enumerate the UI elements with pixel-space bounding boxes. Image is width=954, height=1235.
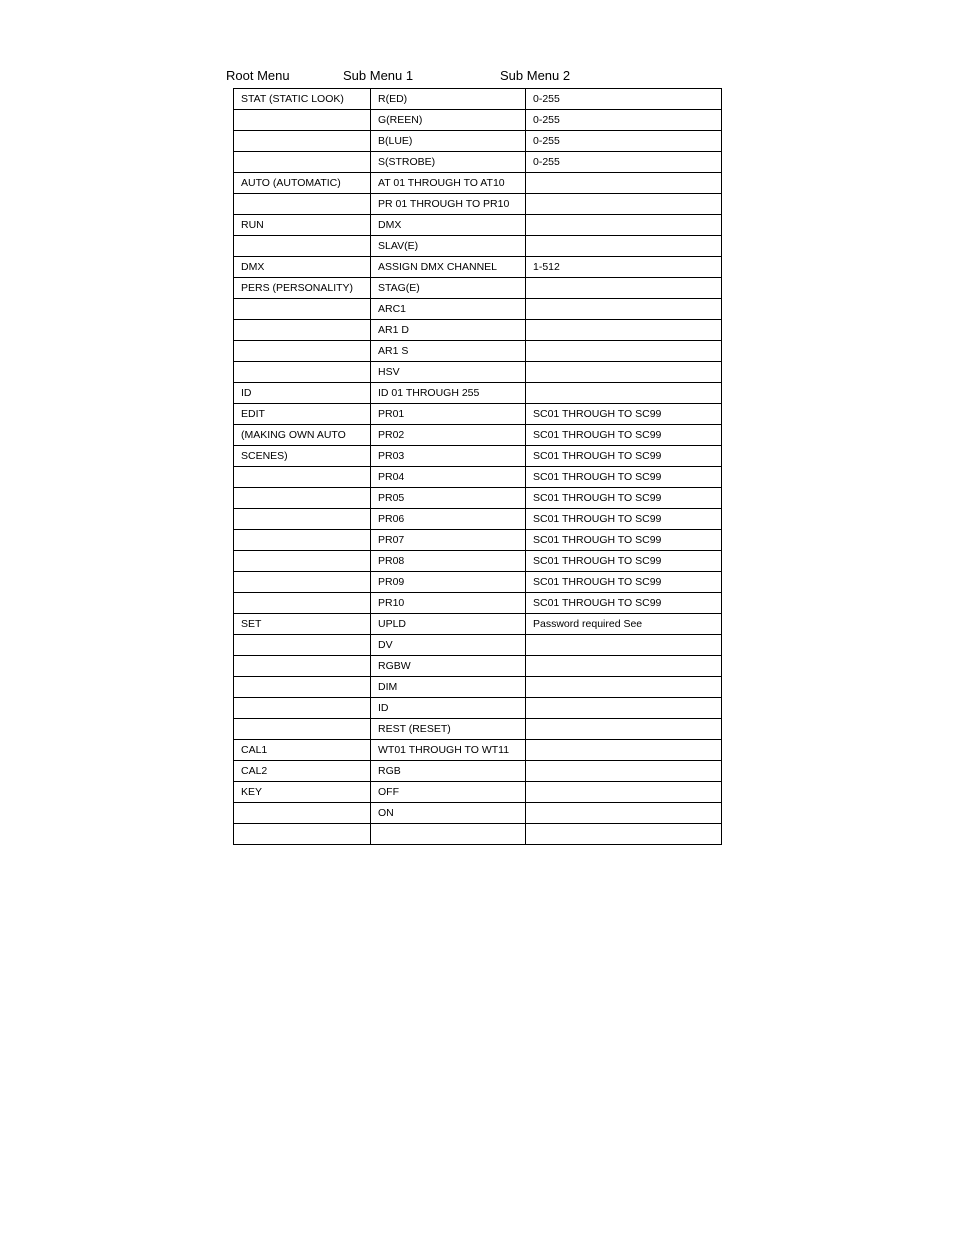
sub-menu-2-cell [526, 656, 722, 677]
sub-menu-1-cell: B(LUE) [371, 131, 526, 152]
sub-menu-2-cell [526, 362, 722, 383]
table-row [234, 677, 722, 698]
table-row [234, 509, 722, 530]
table-row [234, 824, 722, 845]
root-menu-cell [234, 509, 371, 530]
table-row [234, 782, 722, 803]
column-headers [0, 68, 954, 86]
root-menu-cell [234, 530, 371, 551]
sub-menu-1-cell: PR08 [371, 551, 526, 572]
table-row [234, 341, 722, 362]
sub-menu-1-cell: PR 01 THROUGH TO PR10 [371, 194, 526, 215]
sub-menu-2-cell: SC01 THROUGH TO SC99 [526, 509, 722, 530]
root-menu-cell [234, 467, 371, 488]
sub-menu-2-cell: 1-512 [526, 257, 722, 278]
sub-menu-1-cell [371, 824, 526, 845]
sub-menu-2-cell [526, 299, 722, 320]
root-menu-cell [234, 824, 371, 845]
table-row [234, 383, 722, 404]
menu-table-body [234, 89, 722, 845]
sub-menu-1-cell: RGB [371, 761, 526, 782]
table-row [234, 467, 722, 488]
sub-menu-1-cell: OFF [371, 782, 526, 803]
root-menu-cell: CAL1 [234, 740, 371, 761]
table-row [234, 488, 722, 509]
table-row [234, 698, 722, 719]
root-menu-cell: CAL2 [234, 761, 371, 782]
sub-menu-2-cell: SC01 THROUGH TO SC99 [526, 530, 722, 551]
table-row [234, 530, 722, 551]
sub-menu-2-cell: 0-255 [526, 152, 722, 173]
table-row [234, 740, 722, 761]
table-row [234, 362, 722, 383]
sub-menu-2-cell [526, 677, 722, 698]
sub-menu-1-cell: PR05 [371, 488, 526, 509]
sub-menu-2-cell [526, 719, 722, 740]
table-row [234, 635, 722, 656]
sub-menu-2-cell: SC01 THROUGH TO SC99 [526, 551, 722, 572]
table-row [234, 572, 722, 593]
root-menu-cell [234, 131, 371, 152]
table-row [234, 173, 722, 194]
sub-menu-1-cell: PR04 [371, 467, 526, 488]
table-row [234, 803, 722, 824]
sub-menu-2-cell: 0-255 [526, 131, 722, 152]
root-menu-cell [234, 677, 371, 698]
sub-menu-2-cell [526, 824, 722, 845]
sub-menu-2-cell: SC01 THROUGH TO SC99 [526, 572, 722, 593]
root-menu-cell: DMX [234, 257, 371, 278]
sub-menu-2-cell [526, 194, 722, 215]
root-menu-cell [234, 593, 371, 614]
table-row [234, 446, 722, 467]
sub-menu-1-cell: HSV [371, 362, 526, 383]
root-menu-cell: ID [234, 383, 371, 404]
sub-menu-1-cell: AT 01 THROUGH TO AT10 [371, 173, 526, 194]
sub-menu-1-cell: PR03 [371, 446, 526, 467]
sub-menu-1-cell: ID 01 THROUGH 255 [371, 383, 526, 404]
sub-menu-1-cell: RGBW [371, 656, 526, 677]
sub-menu-2-cell: SC01 THROUGH TO SC99 [526, 425, 722, 446]
table-row [234, 614, 722, 635]
sub-menu-2-cell [526, 341, 722, 362]
root-menu-cell [234, 572, 371, 593]
table-row [234, 551, 722, 572]
sub-menu-2-cell [526, 635, 722, 656]
root-menu-cell [234, 341, 371, 362]
table-row [234, 278, 722, 299]
sub-menu-1-header: Sub Menu 1 [343, 68, 414, 83]
sub-menu-1-cell: PR01 [371, 404, 526, 425]
table-row [234, 236, 722, 257]
sub-menu-2-cell [526, 761, 722, 782]
table-row [234, 656, 722, 677]
root-menu-cell [234, 194, 371, 215]
sub-menu-2-cell: SC01 THROUGH TO SC99 [526, 488, 722, 509]
sub-menu-1-cell: DIM [371, 677, 526, 698]
table-row [234, 299, 722, 320]
table-row [234, 593, 722, 614]
root-menu-cell: RUN [234, 215, 371, 236]
root-menu-cell [234, 236, 371, 257]
sub-menu-2-cell [526, 782, 722, 803]
sub-menu-1-cell: S(STROBE) [371, 152, 526, 173]
sub-menu-2-cell [526, 698, 722, 719]
root-menu-cell: (MAKING OWN AUTO [234, 425, 371, 446]
sub-menu-1-cell: ARC1 [371, 299, 526, 320]
sub-menu-2-cell [526, 236, 722, 257]
sub-menu-2-cell [526, 278, 722, 299]
sub-menu-1-cell: PR09 [371, 572, 526, 593]
sub-menu-1-cell: SLAV(E) [371, 236, 526, 257]
sub-menu-1-cell: WT01 THROUGH TO WT11 [371, 740, 526, 761]
table-row [234, 425, 722, 446]
table-row [234, 761, 722, 782]
sub-menu-2-cell: SC01 THROUGH TO SC99 [526, 593, 722, 614]
sub-menu-2-header: Sub Menu 2 [500, 68, 571, 83]
sub-menu-1-cell: DMX [371, 215, 526, 236]
table-row [234, 89, 722, 110]
root-menu-cell: KEY [234, 782, 371, 803]
sub-menu-1-cell: ON [371, 803, 526, 824]
table-row [234, 257, 722, 278]
root-menu-cell: STAT (STATIC LOOK) [234, 89, 371, 110]
root-menu-cell [234, 488, 371, 509]
sub-menu-2-cell [526, 803, 722, 824]
sub-menu-2-cell: 0-255 [526, 89, 722, 110]
sub-menu-2-cell [526, 215, 722, 236]
root-menu-cell: AUTO (AUTOMATIC) [234, 173, 371, 194]
sub-menu-2-cell [526, 383, 722, 404]
table-row [234, 719, 722, 740]
sub-menu-2-cell [526, 320, 722, 341]
sub-menu-2-cell: SC01 THROUGH TO SC99 [526, 446, 722, 467]
sub-menu-1-cell: ID [371, 698, 526, 719]
sub-menu-1-cell: R(ED) [371, 89, 526, 110]
root-menu-cell [234, 362, 371, 383]
root-menu-cell: EDIT [234, 404, 371, 425]
root-menu-cell [234, 551, 371, 572]
sub-menu-2-cell: SC01 THROUGH TO SC99 [526, 404, 722, 425]
sub-menu-2-cell: SC01 THROUGH TO SC99 [526, 467, 722, 488]
table-row [234, 110, 722, 131]
root-menu-cell [234, 152, 371, 173]
sub-menu-1-cell: PR02 [371, 425, 526, 446]
root-menu-cell: SET [234, 614, 371, 635]
sub-menu-1-cell: G(REEN) [371, 110, 526, 131]
sub-menu-2-cell: Password required See [526, 614, 722, 635]
root-menu-cell [234, 299, 371, 320]
sub-menu-1-cell: REST (RESET) [371, 719, 526, 740]
root-menu-header: Root Menu [226, 68, 290, 83]
table-row [234, 404, 722, 425]
root-menu-cell: PERS (PERSONALITY) [234, 278, 371, 299]
root-menu-cell [234, 719, 371, 740]
root-menu-cell [234, 110, 371, 131]
sub-menu-1-cell: ASSIGN DMX CHANNEL [371, 257, 526, 278]
root-menu-cell: SCENES) [234, 446, 371, 467]
sub-menu-2-cell [526, 740, 722, 761]
table-row [234, 152, 722, 173]
table-row [234, 215, 722, 236]
root-menu-cell [234, 698, 371, 719]
root-menu-cell [234, 656, 371, 677]
table-row [234, 320, 722, 341]
menu-table [233, 88, 722, 845]
sub-menu-1-cell: STAG(E) [371, 278, 526, 299]
sub-menu-1-cell: AR1 S [371, 341, 526, 362]
root-menu-cell [234, 635, 371, 656]
sub-menu-1-cell: UPLD [371, 614, 526, 635]
sub-menu-1-cell: PR06 [371, 509, 526, 530]
table-row [234, 131, 722, 152]
sub-menu-1-cell: PR07 [371, 530, 526, 551]
sub-menu-2-cell [526, 173, 722, 194]
root-menu-cell [234, 803, 371, 824]
root-menu-cell [234, 320, 371, 341]
table-row [234, 194, 722, 215]
sub-menu-1-cell: DV [371, 635, 526, 656]
sub-menu-2-cell: 0-255 [526, 110, 722, 131]
sub-menu-1-cell: PR10 [371, 593, 526, 614]
sub-menu-1-cell: AR1 D [371, 320, 526, 341]
